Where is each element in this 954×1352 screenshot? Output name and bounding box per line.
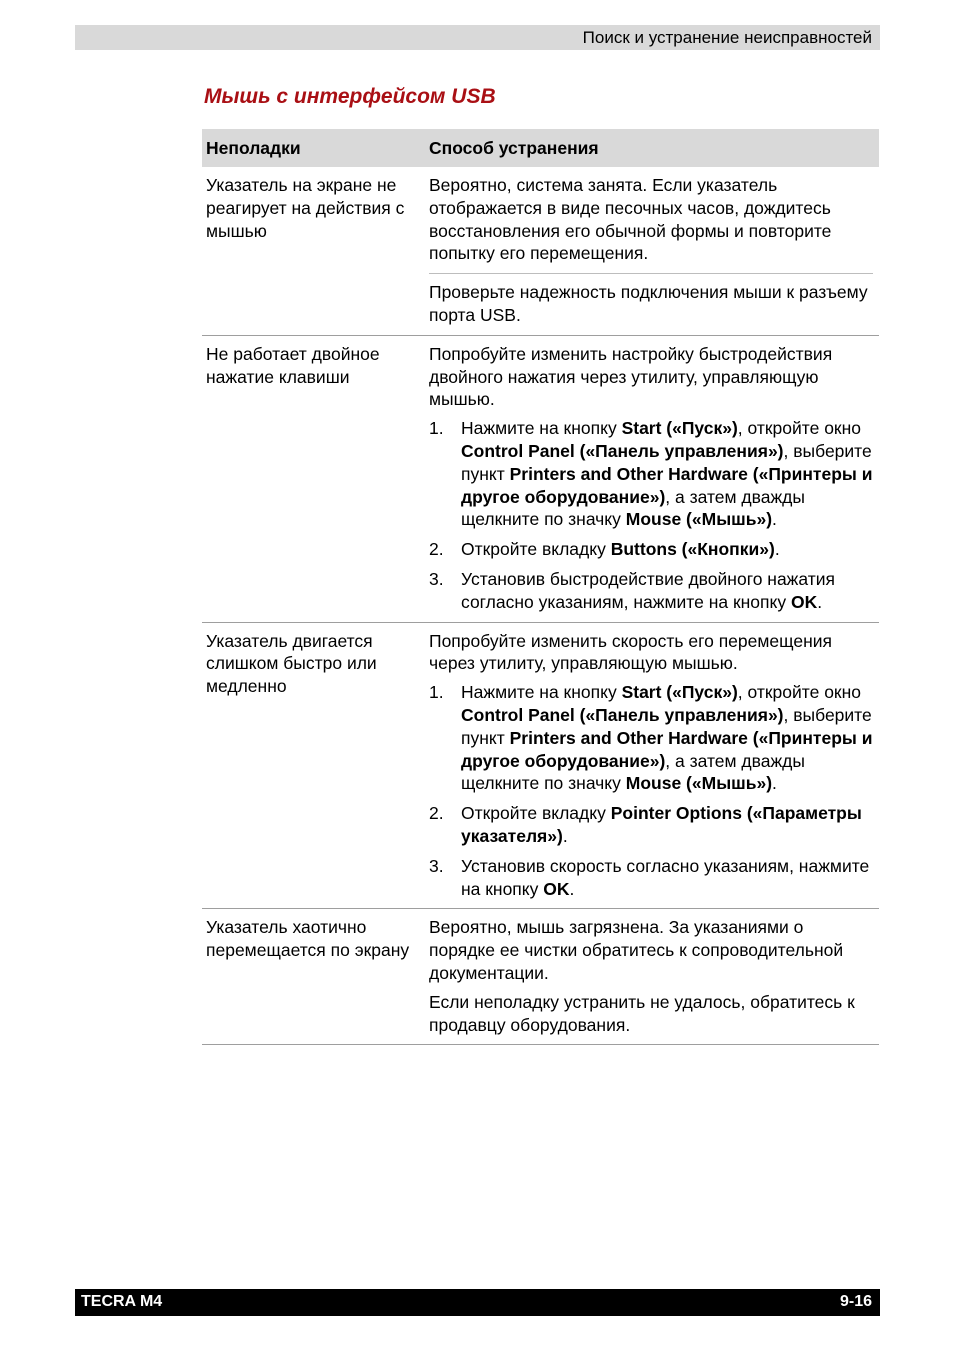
step-item	[429, 568, 873, 614]
step-item	[429, 855, 873, 901]
product-name: TECRA M4	[81, 1293, 163, 1310]
troubleshooting-table	[202, 129, 879, 1045]
solution-cell	[425, 909, 879, 1044]
solution-cell	[425, 167, 879, 335]
solution-intro: Попробуйте изменить настройку быстродействия двойного нажатия через утилиту, управляющую мышью.	[429, 343, 833, 410]
step-text: Нажмите на кнопку Start («Пуск»), откройте окно Control Panel («Панель управления»), выберите пункт Printers and Other Hardware («Принтеры и другое оборудование»), а затем дважды щелкните по значку Mouse («Мышь»).	[461, 682, 873, 794]
steps-list	[429, 417, 873, 613]
column-header-problems: Неполадки	[206, 137, 301, 158]
problem-cell: Указатель на экране не реагирует на действия с мышью	[206, 175, 405, 241]
step-text: Откройте вкладку Buttons («Кнопки»).	[461, 539, 780, 560]
step-number: 2.	[429, 803, 444, 824]
table-row	[202, 167, 879, 336]
step-text: Откройте вкладку Pointer Options («Параметры указателя»).	[461, 803, 862, 846]
table-row	[202, 336, 879, 623]
section-title: Мышь с интерфейсом USB	[204, 85, 496, 108]
problem-cell: Не работает двойное нажатие клавиши	[206, 343, 380, 387]
step-number: 3.	[429, 855, 444, 876]
solution-paragraph: Вероятно, мышь загрязнена. За указаниями о порядке ее чистки обратитесь к сопроводительной документации.	[429, 917, 844, 983]
step-item	[429, 802, 873, 848]
solution-paragraph: Проверьте надежность подключения мыши к разъему порта USB.	[429, 282, 868, 325]
column-header-solutions: Способ устранения	[429, 137, 599, 158]
problem-cell: Указатель хаотично перемещается по экрану	[206, 917, 410, 961]
solution-block	[429, 909, 873, 1044]
step-number: 3.	[429, 568, 444, 589]
table-header	[202, 129, 879, 167]
problem-cell: Указатель двигается слишком быстро или медленно	[206, 630, 377, 697]
step-number: 2.	[429, 539, 444, 560]
step-text: Нажмите на кнопку Start («Пуск»), откройте окно Control Panel («Панель управления»), выберите пункт Printers and Other Hardware («Принтеры и другое оборудование»), а затем дважды щелкните по значку Mouse («Мышь»).	[461, 418, 873, 530]
running-header	[75, 25, 880, 50]
solution-block	[429, 167, 873, 274]
running-header-title: Поиск и устранение неисправностей	[582, 28, 872, 47]
solution-cell	[425, 623, 879, 909]
table-row	[202, 623, 879, 910]
solution-intro: Попробуйте изменить скорость его перемещения через утилиту, управляющую мышью.	[429, 630, 832, 674]
step-number: 1.	[429, 682, 444, 703]
solution-block	[429, 623, 873, 909]
steps-list	[429, 681, 873, 900]
step-item	[429, 417, 873, 531]
page-number: 9-16	[839, 1293, 872, 1310]
solution-paragraph: Если неполадку устранить не удалось, обратитесь к продавцу оборудования.	[429, 991, 855, 1035]
running-footer	[75, 1289, 880, 1316]
step-number: 1.	[429, 418, 444, 439]
step-item	[429, 681, 873, 795]
solution-paragraph: Вероятно, система занята. Если указатель отображается в виде песочных часов, дождитесь восстановления его обычной формы и повторите попытку его перемещения.	[429, 175, 832, 264]
step-text: Установив скорость согласно указаниям, нажмите на кнопку OK.	[461, 855, 870, 899]
solution-cell	[425, 336, 879, 622]
step-text: Установив быстродействие двойного нажатия согласно указаниям, нажмите на кнопку OK.	[461, 568, 836, 612]
solution-block	[429, 274, 873, 335]
table-row	[202, 909, 879, 1045]
step-item	[429, 538, 873, 561]
solution-block	[429, 336, 873, 622]
